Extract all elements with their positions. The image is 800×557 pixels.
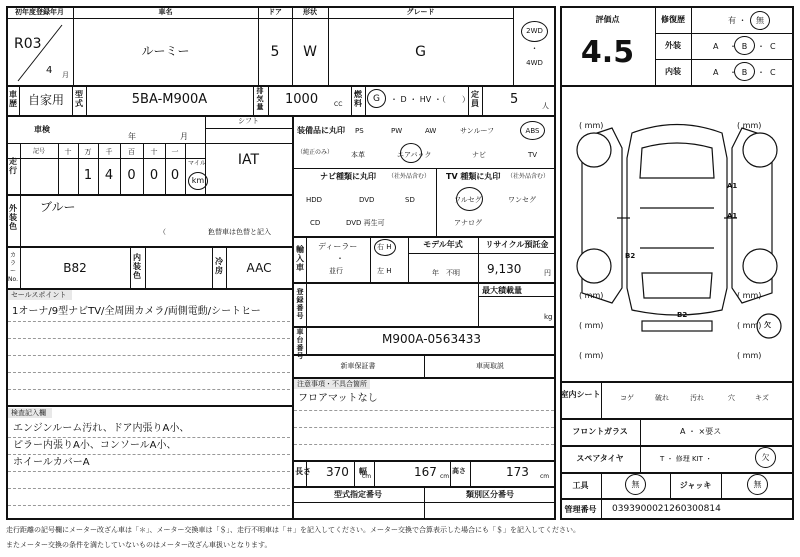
import-left: 左 H xyxy=(377,267,392,275)
use-label: 車歴 xyxy=(9,90,17,108)
ext-dot2: ・ xyxy=(757,42,765,51)
import-dot: ・ xyxy=(336,254,344,263)
code-label: カラーNo. xyxy=(8,252,18,283)
repair-options: 有 ・ xyxy=(728,16,747,25)
seat-label: 室内シート xyxy=(560,390,601,399)
ext-label: 外装 xyxy=(665,41,681,50)
cap-unit: 人 xyxy=(542,102,549,110)
seat-item-hole: 穴 xyxy=(728,394,735,402)
shaken-month-unit: 月 xyxy=(180,132,188,141)
len-label: 長さ xyxy=(295,467,311,476)
equip-airbag: エアバック xyxy=(397,151,432,159)
drive-dot: ・ xyxy=(530,44,539,53)
repair-none: 無 xyxy=(756,16,764,25)
mileage-label: 走行 xyxy=(9,157,17,175)
ext-a: A xyxy=(713,42,719,51)
digit-4: 0 xyxy=(170,168,180,183)
shift-label: シフト xyxy=(238,117,259,125)
score-label: 評価点 xyxy=(595,15,620,24)
disp-value: 1000 xyxy=(285,92,319,107)
footer-line-2: またメーター交換の条件を満たしていないものはメーター改ざん車扱いとなります。 xyxy=(6,541,272,549)
navi-dvd-play: DVD 再生可 xyxy=(346,219,385,227)
digit-header-5: 十 xyxy=(150,148,158,156)
spare-none: 欠 xyxy=(761,453,770,462)
tv-oneseg: ワンセグ xyxy=(508,196,536,204)
manual-label: 車両取説 xyxy=(476,362,504,370)
import-right: 右 H xyxy=(377,243,392,251)
chassis-label: 車台番号 xyxy=(296,328,304,360)
navi-sub: （社外品含む） xyxy=(388,173,431,180)
spare-value: T ・ 修理 KIT ・ xyxy=(660,455,713,463)
equip-tv: TV xyxy=(528,151,538,159)
hei-value: 173 xyxy=(506,465,529,479)
glass-label: フロントガラス xyxy=(572,427,628,436)
color-label: 外装色 xyxy=(9,204,17,231)
shift-value: IAT xyxy=(237,152,260,168)
class-number-label: 類別区分番号 xyxy=(466,490,514,499)
digit-3: 0 xyxy=(149,168,159,183)
drive-2wd: 2WD xyxy=(526,27,543,35)
int-dot1: ・ xyxy=(729,68,737,77)
damage-mark-missing: 欠 xyxy=(764,321,771,329)
digit-header-3: 千 xyxy=(105,148,113,156)
model-value: 5BA-M900A xyxy=(131,92,208,107)
model-year-unit: 年 不明 xyxy=(432,269,460,277)
tv-fullseg: フルセグ xyxy=(454,196,482,204)
ac-value: AAC xyxy=(246,261,272,275)
equip-navi: ナビ xyxy=(472,151,486,159)
recycle-label: リサイクル預託金 xyxy=(485,240,549,249)
shape-label: 形状 xyxy=(303,8,317,16)
model-label: 型式 xyxy=(75,90,83,108)
navi-label: ナビ種類に丸印 xyxy=(320,172,376,181)
navi-dvd: DVD xyxy=(359,196,375,204)
tools-none: 無 xyxy=(631,480,640,489)
svg-text:( mm): ( mm) xyxy=(737,351,762,360)
damage-mark-b2-rear: B2 xyxy=(677,311,688,319)
int-b: B xyxy=(741,68,748,77)
import-label: 輸入車 xyxy=(296,245,304,272)
glass-value: A ・ ×要ス xyxy=(680,427,722,436)
cap-label: 定員 xyxy=(471,90,479,108)
warranty-label: 新車保証書 xyxy=(340,362,376,370)
month-unit: 月 xyxy=(62,71,69,79)
score-value: 4.5 xyxy=(580,35,635,70)
grade-value: G xyxy=(415,44,426,60)
tv-sub: （社外品含む） xyxy=(507,173,550,180)
tv-analog: アナログ xyxy=(454,219,482,227)
recycle-value: 9,130 xyxy=(487,262,522,276)
inspection-line-2: ピラー内張りA小、コンソールA小、 xyxy=(13,440,177,451)
reg-label: 登録番号 xyxy=(296,288,304,320)
inspection-label: 検査記入欄 xyxy=(11,409,46,417)
damage-mark-a1-bottom: A1 xyxy=(727,212,738,220)
equipment-label: 装備品に丸印 xyxy=(297,126,345,135)
code-value: B82 xyxy=(63,261,87,275)
hei-unit: cm xyxy=(540,473,550,480)
max-load-unit: kg xyxy=(544,313,553,321)
digit-1: 4 xyxy=(104,168,114,183)
door-label: ドア xyxy=(268,8,282,16)
navi-sd: SD xyxy=(405,196,415,204)
km-unit: km xyxy=(191,176,205,185)
fuel-label: 燃料 xyxy=(354,90,362,108)
notes-label: 注意事項・不具合箇所 xyxy=(297,380,367,388)
seat-item-scratch: キズ xyxy=(755,394,769,402)
seat-item-tear: 破れ xyxy=(655,394,669,402)
shaken-year-unit: 年 xyxy=(128,132,136,141)
damage-mark-b2-side: B2 xyxy=(625,252,636,260)
ext-c: C xyxy=(770,42,776,51)
seat-item-stain: 汚れ xyxy=(690,394,704,402)
fuel-g: G xyxy=(373,94,380,104)
equip-aw: AW xyxy=(425,127,437,135)
int-label: 内装 xyxy=(665,67,681,76)
digit-header-0: 記号 xyxy=(32,148,45,155)
shaken-label: 車検 xyxy=(34,125,50,134)
grade-label: グレード xyxy=(406,8,435,16)
ext-b: B xyxy=(741,42,748,51)
fuel-rest: ・ D ・ HV ・（ ） xyxy=(390,95,470,104)
equip-leather: 本革 xyxy=(351,151,365,159)
max-load-label: 最大積載量 xyxy=(482,286,522,295)
shape-value: W xyxy=(303,44,317,60)
drive-4wd: 4WD xyxy=(526,59,543,67)
svg-text:( mm): ( mm) xyxy=(579,121,604,130)
mgmt-value: 0393900021260300814 xyxy=(612,504,721,514)
color-paren: （ ） xyxy=(159,228,215,236)
equip-abs: ABS xyxy=(525,127,540,135)
import-parallel: 並行 xyxy=(329,267,343,275)
car-name: ルーミー xyxy=(141,44,190,58)
equip-ps: PS xyxy=(355,127,364,135)
disp-unit: CC xyxy=(334,101,343,108)
equipment-sub: （純正のみ） xyxy=(297,149,334,156)
seat-item-burn: コゲ xyxy=(620,394,634,402)
digit-header-2: 万 xyxy=(84,148,92,156)
svg-text:( mm): ( mm) xyxy=(737,121,762,130)
month-value: 4 xyxy=(46,65,53,76)
notes-text: フロアマットなし xyxy=(298,393,378,404)
wid-unit: cm xyxy=(440,473,450,480)
wid-value: 167 xyxy=(414,465,437,479)
damage-mark-a1-top: A1 xyxy=(727,182,738,190)
spare-label: スペアタイヤ xyxy=(576,454,624,463)
len-value: 370 xyxy=(326,465,349,479)
car-damage-diagram xyxy=(562,88,792,378)
int-dot2: ・ xyxy=(757,68,765,77)
digit-2: 0 xyxy=(127,168,136,183)
hei-label: 高さ xyxy=(452,467,466,475)
ac-label: 冷房 xyxy=(215,257,223,275)
digit-header-6: 一 xyxy=(171,148,179,156)
footer-line-1: 走行距離の記号欄にメーター改ざん車は「＊」、メーター交換車は「＄」、走行不明車は「＃」を記入してください。メーター交換で合算表示した場合にも「＄」を記入してください。 xyxy=(6,526,580,534)
jack-label: ジャッキ xyxy=(679,481,712,490)
import-dealer: ディーラー xyxy=(318,242,358,251)
inspection-line-1: エンジンルーム汚れ、ドア内張りA小、 xyxy=(13,423,190,434)
chassis-value: M900A-0563433 xyxy=(382,332,481,346)
doors-value: 5 xyxy=(270,44,280,60)
car-name-label: 車名 xyxy=(158,8,173,16)
equip-sunroof: サンルーフ xyxy=(460,127,495,135)
points-label: セールスポイント xyxy=(11,291,67,299)
use-value: 自家用 xyxy=(27,93,64,107)
model-year-label: モデル年式 xyxy=(423,240,463,249)
svg-text:( mm): ( mm) xyxy=(579,351,604,360)
disp-label: 排気量 xyxy=(256,87,264,111)
year-value: R03 xyxy=(14,36,42,52)
int-a: A xyxy=(713,68,719,77)
tools-label: 工具 xyxy=(572,481,589,490)
points-text: 1オーナ/9型ナビTV/全周囲カメラ/両側電動/シートヒー xyxy=(12,306,261,317)
mile-unit: マイル xyxy=(188,160,206,167)
color-value: ブルー xyxy=(40,200,76,214)
equip-pw: PW xyxy=(391,127,403,135)
svg-text:( mm): ( mm) xyxy=(737,321,762,330)
digit-header-1: 十 xyxy=(64,148,72,156)
digit-header-4: 百 xyxy=(128,148,135,156)
svg-text:( mm): ( mm) xyxy=(579,291,604,300)
color-note: 色替車は色替と記入 xyxy=(208,228,271,236)
inspection-line-3: ホイールカバーA xyxy=(13,457,90,468)
jack-none: 無 xyxy=(753,480,762,489)
wid-label: 幅 xyxy=(359,467,367,476)
tv-label: TV 種類に丸印 xyxy=(446,172,501,181)
ext-dot1: ・ xyxy=(729,42,737,51)
int-c: C xyxy=(770,68,776,77)
cap-value: 5 xyxy=(510,92,519,107)
navi-hdd: HDD xyxy=(306,196,323,204)
svg-text:( mm): ( mm) xyxy=(737,291,762,300)
type-number-label: 型式指定番号 xyxy=(334,490,382,499)
len-unit: cm xyxy=(362,473,372,480)
repair-label: 修復歴 xyxy=(661,15,685,24)
navi-cd: CD xyxy=(310,219,321,227)
digit-0: 1 xyxy=(83,168,93,183)
first-reg-label: 初年度登録年月 xyxy=(15,8,64,16)
svg-text:( mm): ( mm) xyxy=(579,321,604,330)
recycle-unit: 円 xyxy=(544,269,551,277)
mgmt-label: 管理番号 xyxy=(564,505,597,514)
interior-label: 内装色 xyxy=(133,253,141,280)
